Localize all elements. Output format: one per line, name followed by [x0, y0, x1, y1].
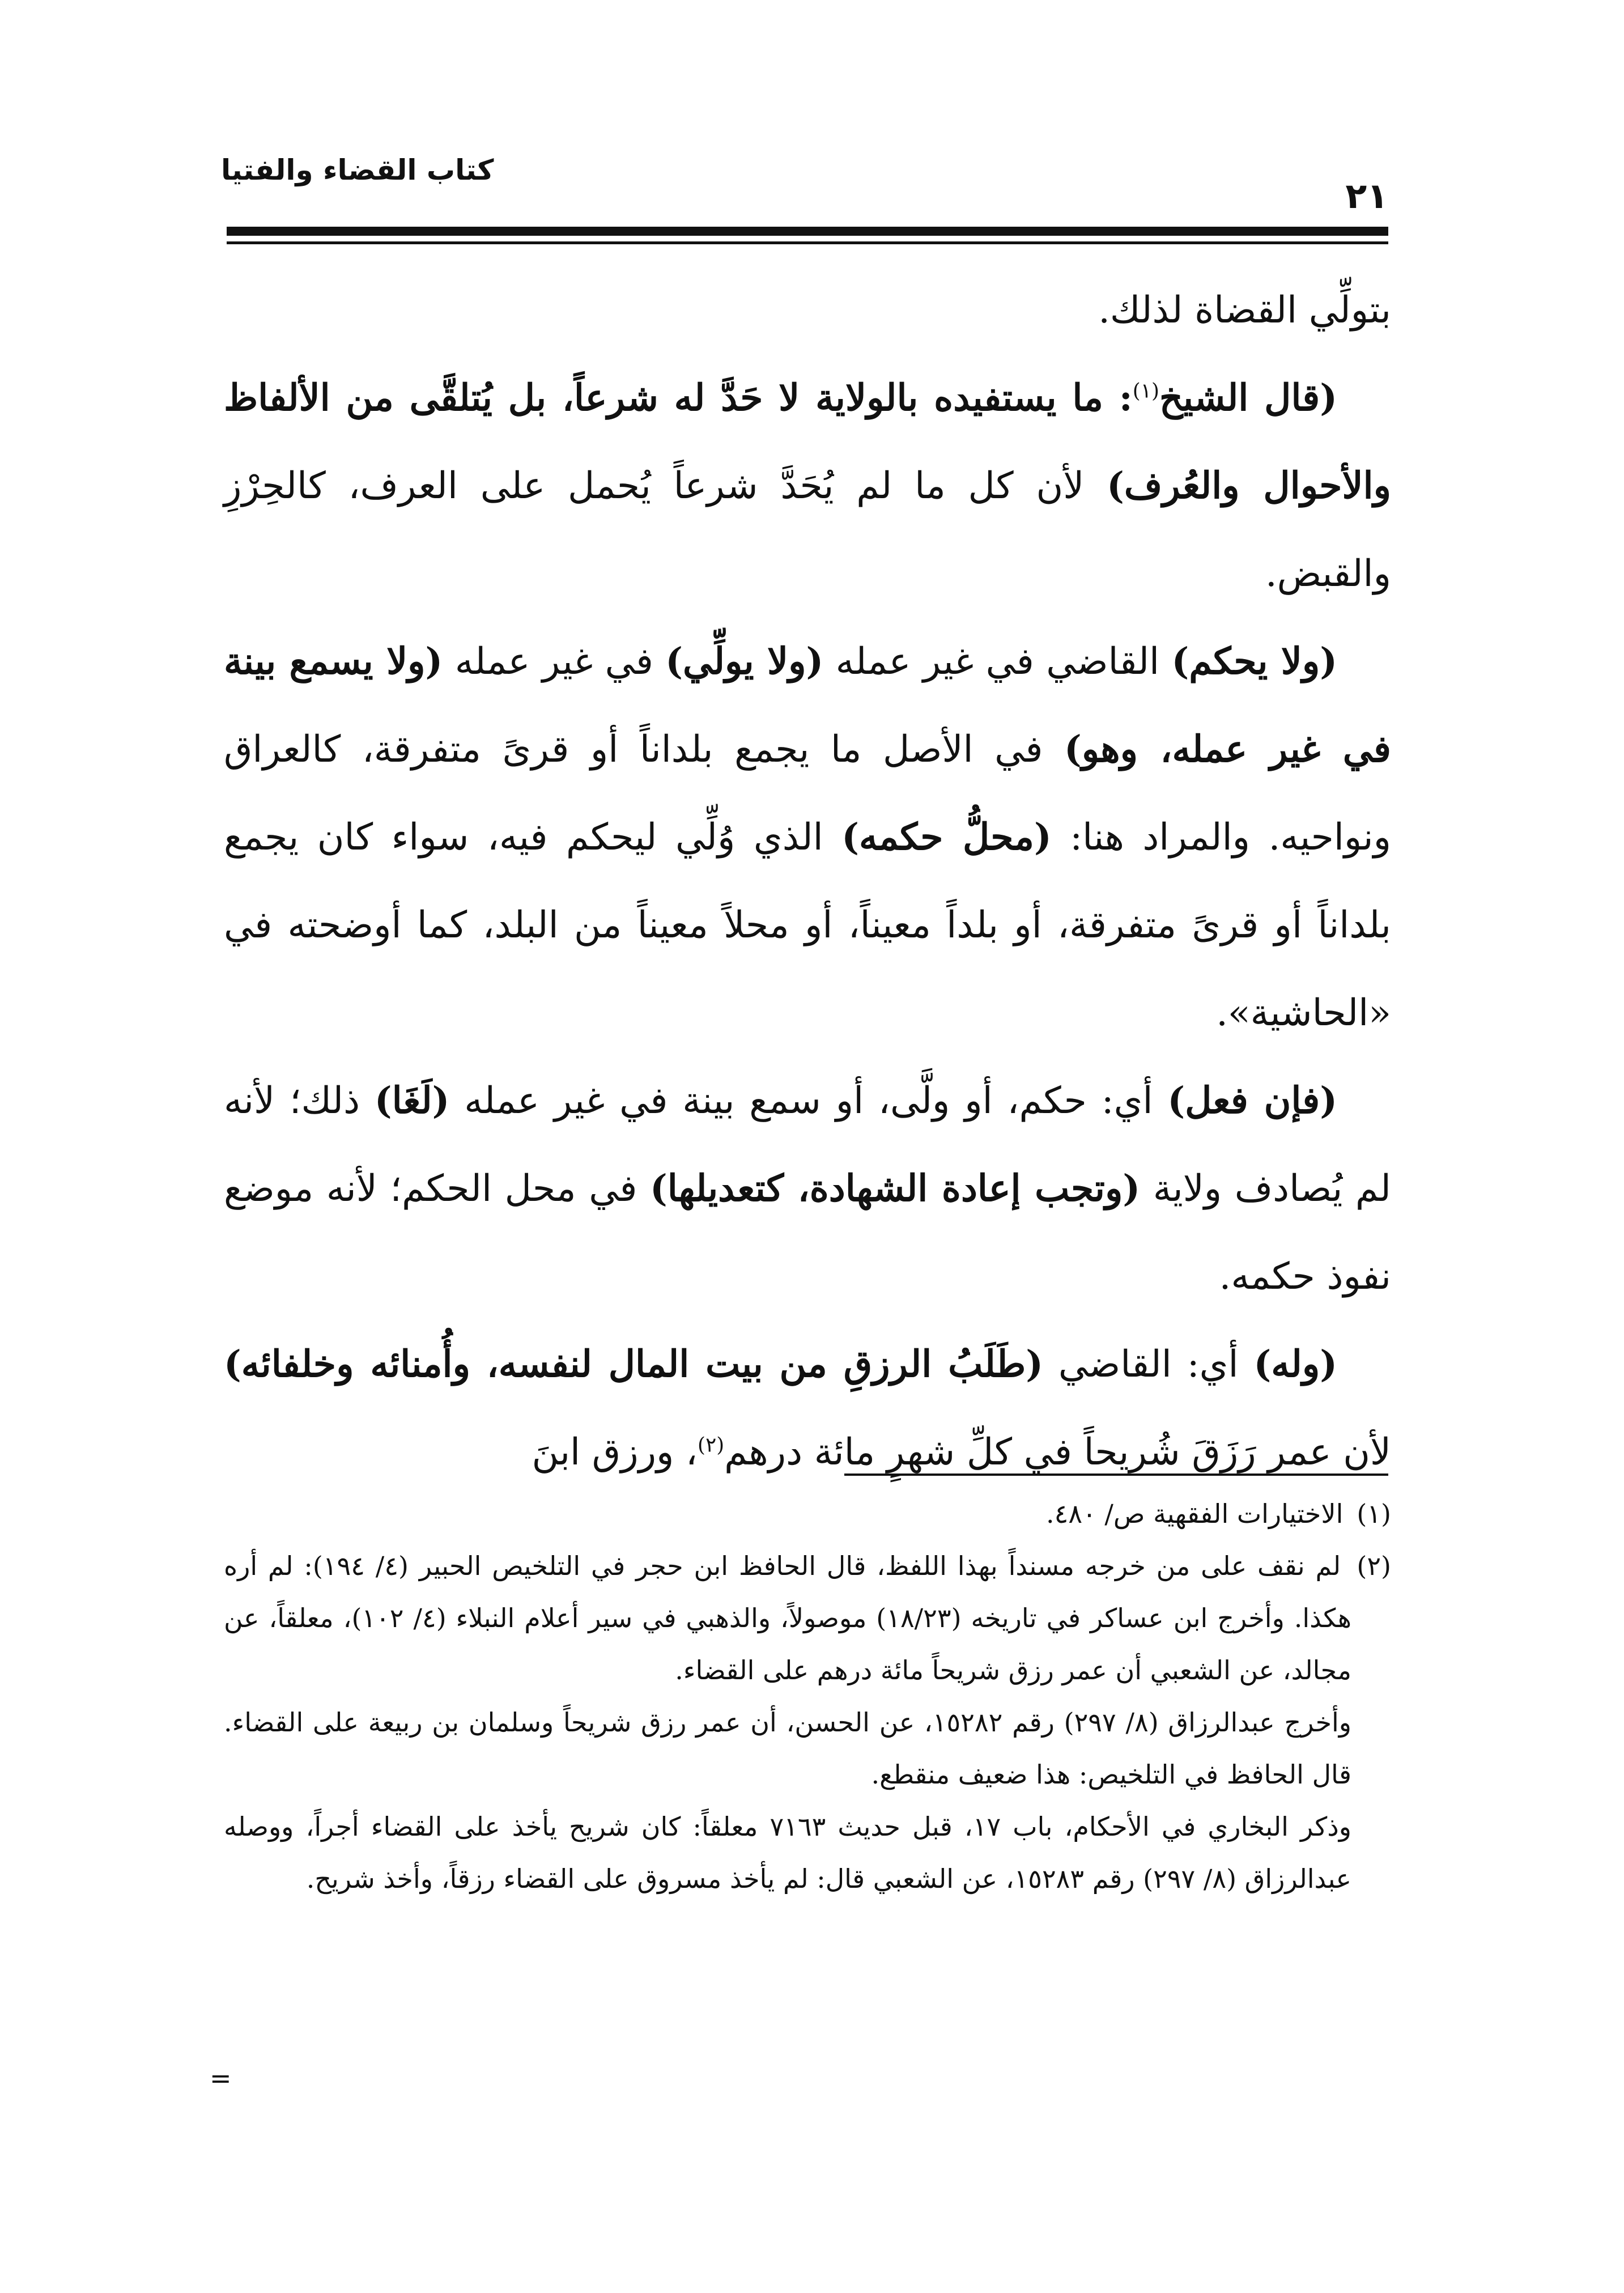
- running-header: [221, 156, 1388, 224]
- footnote-1-text: الاختيارات الفقهية ص/ ٤٨٠.: [1046, 1498, 1344, 1529]
- footnote-1-number: (١): [1357, 1498, 1391, 1529]
- paragraph-2: [224, 354, 1391, 618]
- commentary-text: ، ورزق ابنَ: [532, 1431, 698, 1474]
- commentary-text: في غير عمله: [443, 640, 666, 683]
- paragraph-5: [224, 1320, 1391, 1496]
- commentary-text: في محل الحكم؛ لأنه موضع نفوذ حكمه.: [224, 1167, 1391, 1298]
- footnote-separator: [844, 1474, 1388, 1476]
- matn-quote: (ولا يولِّي): [665, 640, 824, 683]
- matn-quote: (ولا يسمع بينة في غير عمله، وهو): [224, 640, 1391, 771]
- commentary-text: لأن كل ما لم يُحَدَّ شرعاً يُحمل على العرف، كالحِرْزِ والقبض.: [224, 465, 1391, 595]
- footnote-ref-2: (٢): [698, 1433, 725, 1457]
- footnote-2: [224, 1540, 1391, 1696]
- matn-quote: (ولا يحكم): [1171, 640, 1337, 683]
- footnotes: [224, 1488, 1391, 1905]
- paragraph-3: [224, 618, 1391, 1057]
- matn-quote: (وله): [1253, 1343, 1337, 1386]
- paragraph-1-text: بتولِّي القضاة لذلك.: [1098, 289, 1391, 332]
- paragraph-4: [224, 1057, 1391, 1320]
- commentary-text: لأن عمر رَزَقَ شُريحاً في كلِّ شهرٍ مائة درهم: [724, 1431, 1391, 1474]
- paragraph-1: [224, 266, 1391, 354]
- footnote-1: [224, 1488, 1391, 1540]
- header-rule-thick: [227, 227, 1388, 236]
- matn-quote: (فإن فعل): [1167, 1079, 1337, 1122]
- footnote-2-number: (٢): [1357, 1551, 1391, 1581]
- continuation-mark: =: [210, 2063, 232, 2094]
- matn-quote: (لَغَا): [374, 1079, 450, 1122]
- matn-quote: (وتجب إعادة الشهادة، كتعديلها): [650, 1167, 1141, 1210]
- matn-quote: (محلُّ حكمه): [841, 816, 1052, 859]
- page-number: ٢١: [1345, 175, 1388, 216]
- footnote-2-para-3: وذكر البخاري في الأحكام، باب ١٧، قبل حديث ٧١٦٣ معلقاً: كان شريح يأخذ على القضاء أجراً، ووصله عبدالرزاق (٨/ ٢٩٧) رقم ١٥٢٨٣، عن الشعبي قال: لم يأخذ مسروق على القضاء رزقاً، وأخذ شريح.: [224, 1811, 1351, 1894]
- matn-quote: : ما يستفيده بالولاية لا حَدَّ له شرعاً، بل يُتلقَّى من الألفاظ والأحوال والعُرف): [224, 376, 1391, 507]
- header-rule-thin: [227, 241, 1388, 244]
- matn-quote: (طَلَبُ الرزقِ من بيت المال لنفسه، وأُمنائه وخلفائه): [224, 1343, 1043, 1386]
- footnote-2-para-2: وأخرج عبدالرزاق (٨/ ٢٩٧) رقم ١٥٢٨٢، عن الحسن، أن عمر رزق شريحاً وسلمان بن ربيعة على القضاء. قال الحافظ في التلخيص: هذا ضعيف منقطع.: [224, 1707, 1352, 1790]
- commentary-text: ذلك؛ لأنه لم يُصادف ولاية: [224, 1080, 1391, 1210]
- commentary-text: الذي وُلِّي ليحكم فيه، سواء كان يجمع بلداناً أو قرىً متفرقة، أو بلداً معيناً، أو محلاً معيناً من البلد، كما أوضحته في «الحاشية».: [224, 816, 1391, 1034]
- book-title: كتاب القضاء والفتيا: [221, 154, 494, 186]
- commentary-text: أي: حكم، أو ولَّى، أو سمع بينة في غير عمله: [449, 1080, 1168, 1122]
- commentary-text: القاضي في غير عمله: [823, 640, 1172, 683]
- footnote-ref-1: (١): [1132, 379, 1159, 403]
- matn-quote: (قال الشيخ: [1159, 376, 1338, 419]
- commentary-text: أي: القاضي: [1043, 1343, 1254, 1386]
- footnote-2-text: لم نقف على من خرجه مسنداً بهذا اللفظ، قال الحافظ ابن حجر في التلخيص الحبير (٤/ ١٩٤): لم أره هكذا. وأخرج ابن عساكر في تاريخه (١٨/٢٣) موصولاً، والذهبي في سير أعلام النبلاء (٤/ ١٠٢)، معلقاً، عن مجالد، عن الشعبي أن عمر رزق شريحاً مائة درهم على القضاء.: [224, 1551, 1351, 1685]
- commentary-text: في الأصل ما يجمع بلداناً أو قرىً متفرقة، كالعراق ونواحيه. والمراد هنا:: [224, 728, 1391, 859]
- main-text: [224, 266, 1391, 1496]
